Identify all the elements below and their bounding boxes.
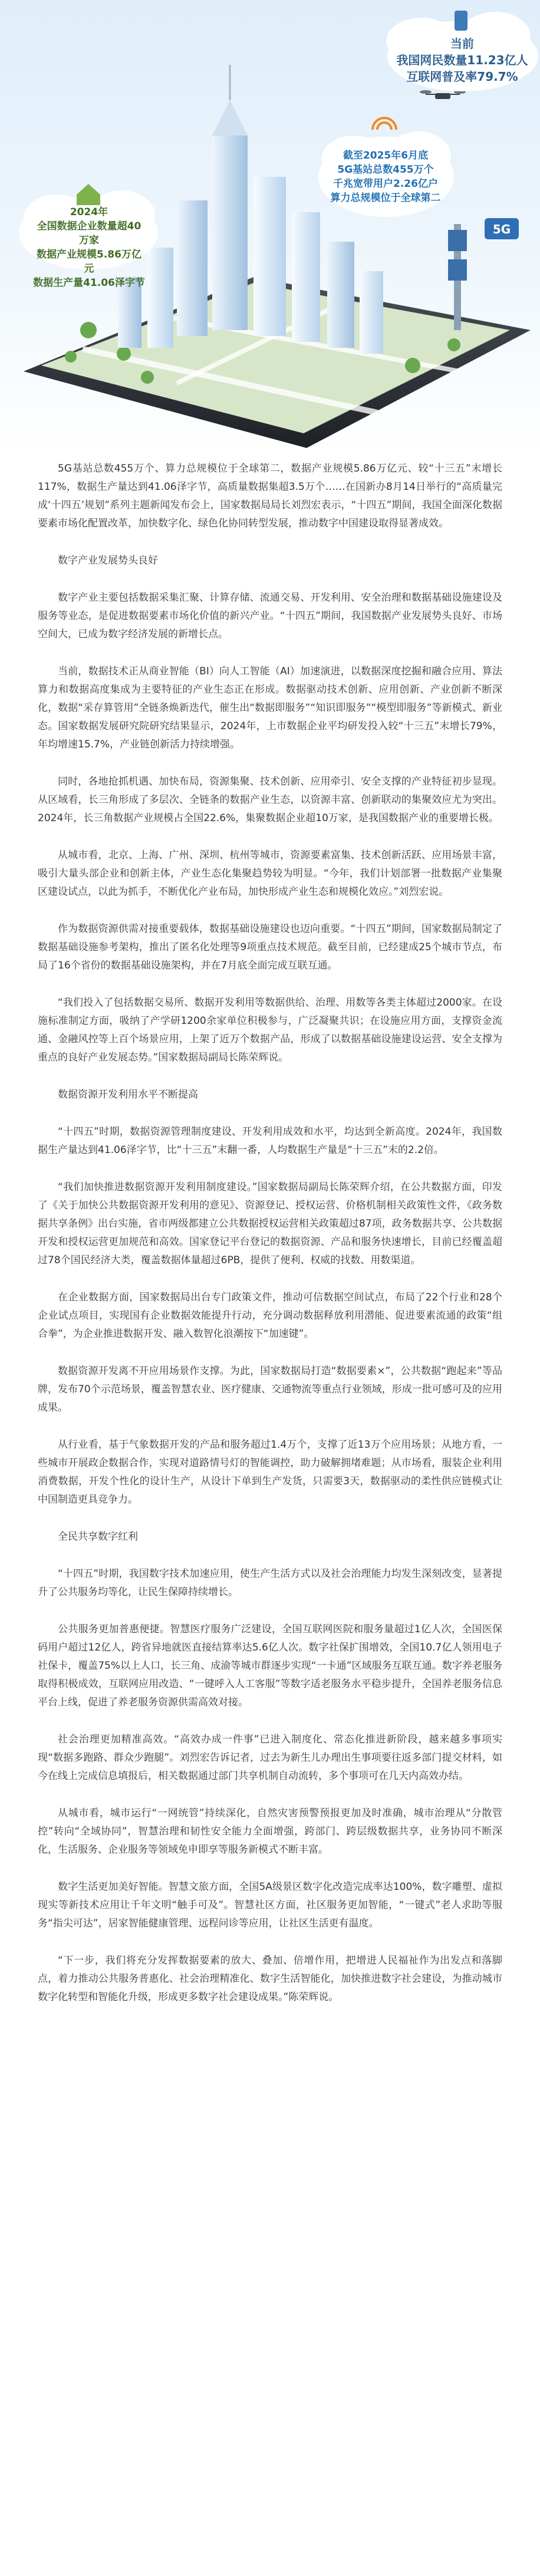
callout-left-line3: 数据产业规模5.86万亿元	[37, 249, 141, 275]
callout-mid-line4: 算力总规模位于全球第二	[330, 192, 441, 204]
callout-top-line2: 我国网民数量11.23亿人	[396, 53, 528, 67]
paragraph: 同时，各地抢抓机遇、加快布局，资源集聚、技术创新、应用牵引、安全支撑的产业特征初步显现。从区域看，长三角形成了多层次、全链条的数据产业生态，以资源丰富、创新联动的集聚效应尤为突出。2024年，长三角数据产业规模占全国22.6%，集聚数据企业超10万家，是我国数据产业的重要增长极。	[38, 776, 502, 824]
callout-top-line3: 互联网普及率79.7%	[406, 70, 518, 84]
paragraph: 作为数据资源供需对接重要载体，数据基础设施建设也迈向重要。“十四五”期间，国家数据局制定了数据基础设施参考架构，推出了匿名化处理等9项重点技术规范。截至目前，已经建成25个城市节点，布局了16个省份的数据基础设施架构，并在7月底全面完成互联互通。	[38, 923, 502, 971]
callout-top-text	[391, 35, 533, 85]
section-heading: 数据资源开发利用水平不断提高	[58, 1089, 198, 1101]
paragraph: “十四五”时期，我国数字技术加速应用，使生产生活方式以及社会治理能力均发生深刻改变，显著提升了公共服务均等化，让民生保障持续增长。	[38, 1568, 502, 1598]
callout-top-line1: 当前	[450, 37, 474, 51]
hero-illustration	[0, 0, 540, 454]
house-icon	[77, 184, 100, 205]
paragraph: 公共服务更加普惠便捷。智慧医疗服务广泛建设，全国互联网医院和服务量超过1亿人次，全国医保码用户超过12亿人，跨省异地就医直接结算率达5.6亿人次。数字社保扩围增效，全国10.7亿人领用电子社保卡，覆盖75%以上人口，长三角、成渝等城市群逐步实现“一卡通”区域服务互联互通。数字养老服务取得积极成效，互联网应用改造、“一键呼入人工客服”等数字适老服务水平稳步提升，全国养老服务信息平台上线，促进了养老服务资源供需高效对接。	[38, 1623, 502, 1708]
paragraph: 数字生活更加美好智能。智慧文旅方面，全国5A级景区数字化改造完成率达100%，数字雕塑、虚拟现实等新技术应用让千年文明“触手可及”。智慧社区方面，社区服务更加智能，“一键式”老人求助等服务“指尖可达”，居家智能健康管理、远程问诊等应用，让社区生活更有温度。	[38, 1881, 502, 1929]
paragraph: 从行业看，基于气象数据开发的产品和服务超过1.4万个，支撑了近13万个应用场景；从地方看，一些城市开展政企数据合作，实现对道路情号灯的智能调控，助力破解拥堵难题；从市场看，服装企业利用消费数据，开发个性化的设计生产，从设计下单到生产发货，只需要3天，数据驱动的柔性供应链模式让中国制造更具竞争力。	[38, 1439, 502, 1506]
paragraph: 数据资源开发离不开应用场景作支撑。为此，国家数据局打造“数据要素×”，公共数据“跑起来”等品牌，发布70个示范场景，覆盖智慧农业、医疗健康、交通物流等重点行业领域，形成一批可感可及的应用成果。	[38, 1365, 502, 1414]
callout-mid-line2: 5G基站总数455万个	[337, 164, 434, 176]
callout-mid-line1: 截至2025年6月底	[343, 150, 429, 162]
phone-icon	[455, 11, 467, 31]
callout-left-line1: 2024年	[70, 206, 108, 218]
section-heading: 全民共享数字红利	[58, 1531, 138, 1543]
paragraph: “下一步，我们将充分发挥数据要素的放大、叠加、倍增作用，把增进人民福祉作为出发点和落脚点，着力推动公共服务普惠化、社会治理精准化、数字生活智能化，加快推进数字社会建设，为推动城市数字化转型和智能化升级，形成更多数字社会建设成果。”陈荣辉说。	[38, 1955, 502, 2003]
paragraph: “十四五”时期，数据资源管理制度建设、开发利用成效和水平，均达到全新高度。2024年，我国数据生产量达到41.06泽字节，比“十三五”末翻一番，人均数据生产量是“十三五”末的2.2倍。	[38, 1126, 502, 1156]
callout-mid-line3: 千兆宽带用户2.26亿户	[333, 178, 438, 190]
paragraph: 在企业数据方面，国家数据局出台专门政策文件，推动可信数据空间试点，布局了22个行业和28个企业试点项目，实现国有企业数据效能提升行动，充分调动数据释放利用潜能、促进要素流通的政策“组合拳”，为企业推进数据开发、融入数智化浪潮按下“加速键”。	[38, 1292, 502, 1340]
cell-tower-icon	[448, 224, 467, 330]
section-heading: 数字产业发展势头良好	[58, 555, 158, 566]
paragraph: 社会治理更加精准高效。“高效办成一件事”已进入制度化、常态化推进新阶段，越来越多事项实现“数据多跑路、群众少跑腿”。刘烈宏告诉记者，过去为新生儿办理出生事项要往返多部门提交材料，如今在线上完成信息填报后，相关数据通过部门共享机制自动流转，多个事项可在几天内高效办结。	[38, 1734, 502, 1782]
callout-mid-text	[327, 149, 444, 205]
drone-icon	[420, 90, 466, 99]
wifi-icon	[377, 123, 391, 130]
paragraph: 从城市看，城市运行“一网统管”持续深化，自然灾害预警预报更加及时准确，城市治理从“分散管控”转向“全域协同”，智慧治理和韧性安全能力全面增强，跨部门、跨层级数据共享，业务协同不断深化，生活服务、企业服务等领域免申即享等服务新模式不断丰富。	[38, 1807, 502, 1856]
callout-left-text	[33, 205, 145, 290]
paragraph: 当前，数据技术正从商业智能（BI）向人工智能（AI）加速演进，以数据深度挖掘和融合应用、算法算力和数据高度集成为主要特征的产业生态正在形成。数据驱动技术创新、应用创新、产业创新不断深化，数据“采存算管用”全链条焕新迭代，催生出“数据即服务”“知识即服务”“模型即服务”等新模式、新业态。国家数据发展研究院研究结果显示，2024年，上市数据企业平均研发投入较“十三五”末增长79%，年均增速15.7%，产业链创新活力持续增强。	[38, 666, 502, 750]
5g-badge-label: 5G	[492, 222, 511, 236]
paragraph: 数字产业主要包括数据采集汇聚、计算存储、流通交易、开发利用、安全治理和数据基础设施建设及服务等业态，是促进数据要素市场化价值的新兴产业。“十四五”期间，我国数据产业发展势头良好、市场空间大，已成为数字经济发展的新增长点。	[38, 592, 502, 640]
callout-left-line4: 数据生产量41.06泽字节	[33, 277, 145, 289]
article-body	[0, 454, 540, 2049]
paragraph: “我们加快推进数据资源开发利用制度建设。”国家数据局副局长陈荣辉介绍，在公共数据方面，印发了《关于加快公共数据资源开发利用的意见》、资源登记、授权运营、价格机制相关政策性文件，《政务数据共享条例》出台实施，省市两级都建立公共数据授权运营相关政策超过87项，政务数据共享、公共数据开发和授权运营更加规范和高效。国家登记平台登记的数据资源、产品和服务快速增长，目前已经覆盖超过78个国民经济大类，覆盖数据体量超过6PB，提供了便利、权威的找数、用数渠道。	[38, 1181, 502, 1266]
paragraph: 从城市看，北京、上海、广州、深圳、杭州等城市，资源要素富集、技术创新活跃、应用场景丰富，吸引大量头部企业和创新主体，产业生态化集聚趋势较为明显。“今年，我们计划部署一批数据产业集聚区建设试点，以此为抓手，不断优化产业布局，加快形成产业生态和规模化效应。”刘烈宏说。	[38, 849, 502, 898]
callout-left-line2: 全国数据企业数量超40万家	[37, 220, 141, 246]
paragraph: 5G基站总数455万个、算力总规模位于全球第二，数据产业规模5.86万亿元、较“十三五”末增长117%，数据生产量达到41.06泽字节，高质量数据集超3.5万个……在国新办8月14日举行的“高质量完成‘十四五’规划”系列主题新闻发布会上，国家数据局局长刘烈宏表示，“十四五”期间，我国全面深化数据要素市场化配置改革，加快数字化、绿色化协同转型发展，推动数字中国建设取得显著成效。	[38, 463, 502, 529]
paragraph: “我们投入了包括数据交易所、数据开发利用等数据供给、治理、用数等各类主体超过2000家。在设施标准制定方面，吸纳了产学研1200余家单位积极参与，广泛凝聚共识；在设施应用方面，支撑资金流通、金融风控等上百个场景应用，上架了近万个数据产品，形成了以数据基础设施建设运营、安全支撑为重点的良好产业发展态势。”国家数据局副局长陈荣辉说。	[38, 997, 502, 1063]
